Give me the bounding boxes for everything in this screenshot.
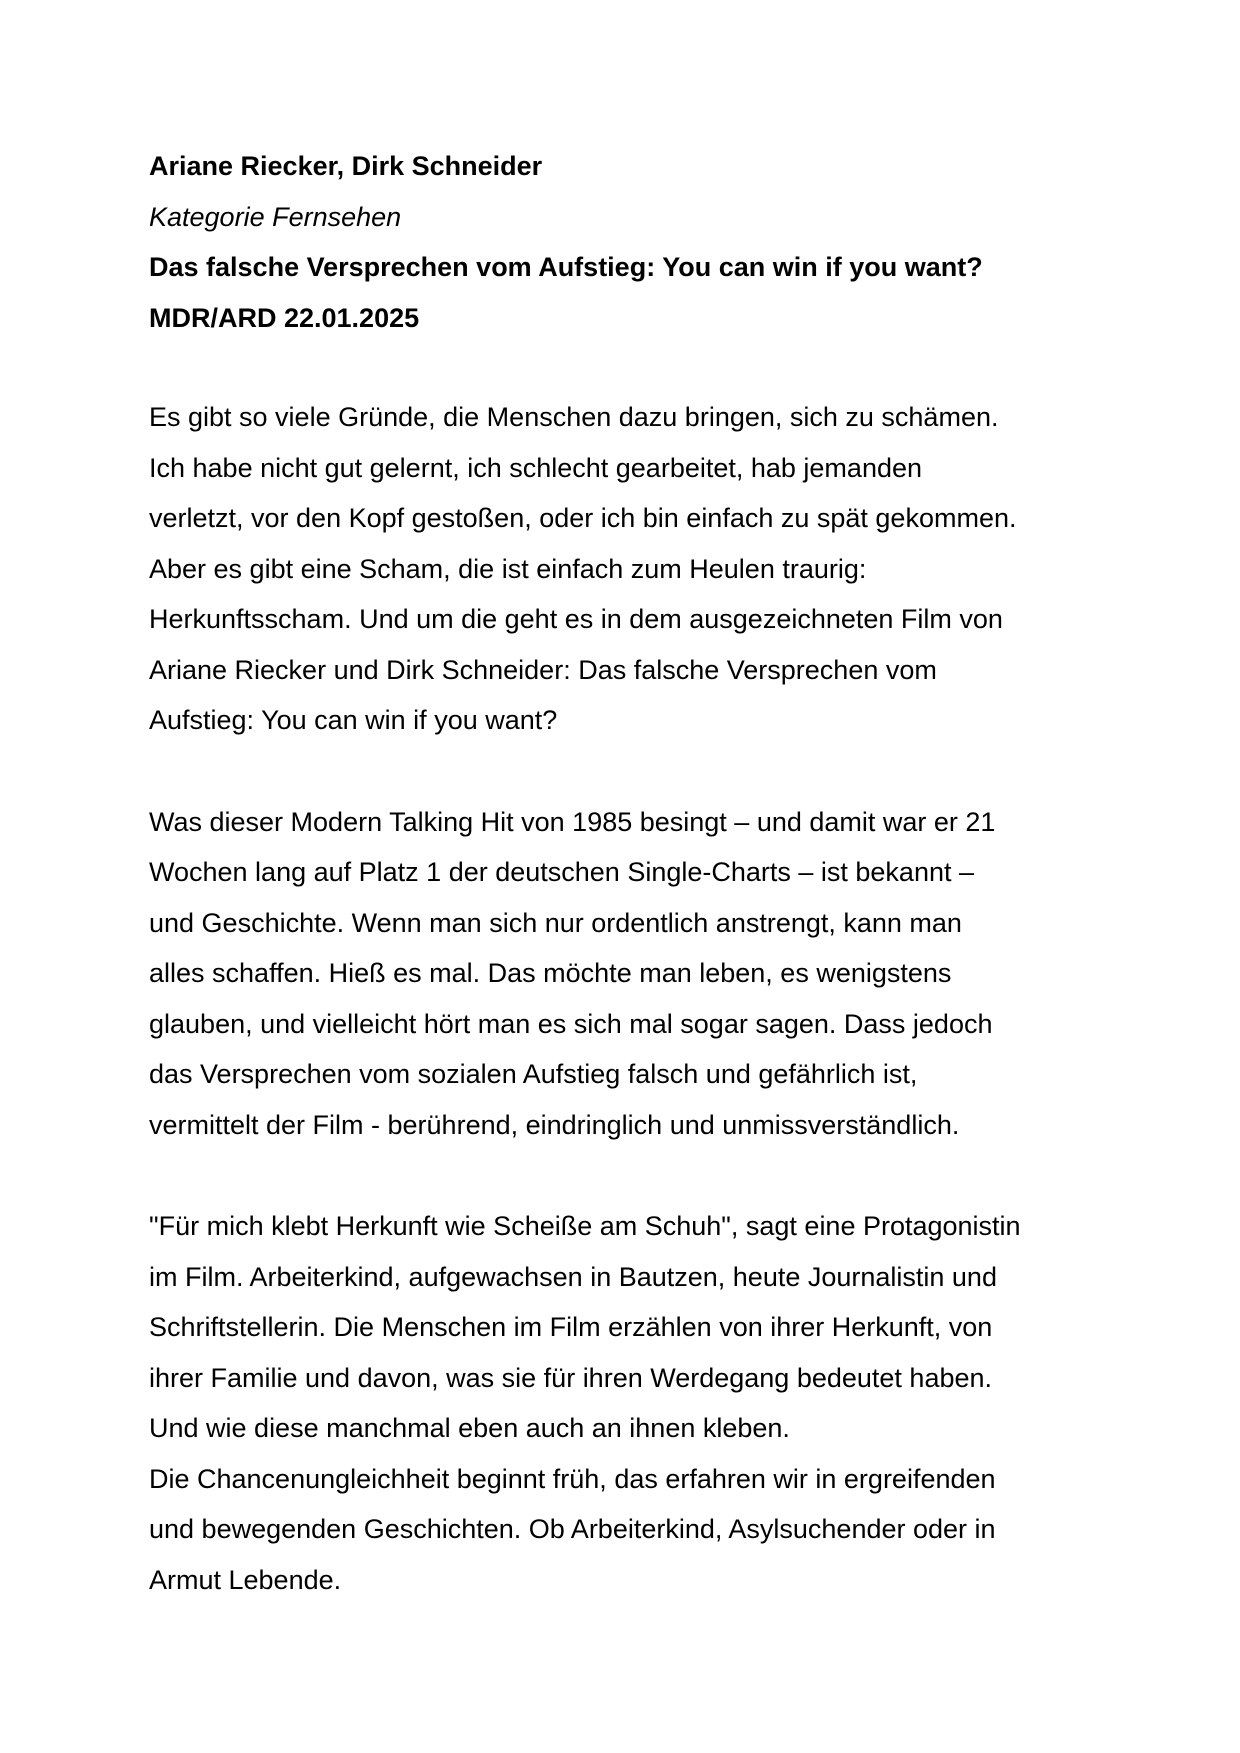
document-title: Das falsche Versprechen vom Aufstieg: You can win if you want? bbox=[149, 252, 983, 282]
paragraph-line: Es gibt so viele Gründe, die Menschen dazu bringen, sich zu schämen. bbox=[149, 402, 999, 432]
paragraph-line: Was dieser Modern Talking Hit von 1985 besingt – und damit war er 21 bbox=[149, 806, 996, 837]
paragraph-line: verletzt, vor den Kopf gestoßen, oder ich bin einfach zu spät gekommen. bbox=[149, 503, 1017, 533]
broadcast-info: MDR/ARD 22.01.2025 bbox=[149, 302, 420, 333]
paragraph-3 bbox=[149, 1201, 1109, 1605]
spacer bbox=[149, 746, 1109, 797]
paragraph-line: im Film. Arbeiterkind, aufgewachsen in Bautzen, heute Journalistin und bbox=[149, 1261, 997, 1292]
authors: Ariane Riecker, Dirk Schneider bbox=[149, 151, 543, 181]
category: Kategorie Fernsehen bbox=[149, 201, 402, 232]
paragraph-line: "Für mich klebt Herkunft wie Scheiße am Schuh", sagt eine Protagonistin bbox=[149, 1211, 1021, 1241]
paragraph-line: glauben, und vielleicht hört man es sich mal sogar sagen. Dass jedoch bbox=[149, 1008, 993, 1039]
paragraph-line: alles schaffen. Hieß es mal. Das möchte man leben, es wenigstens bbox=[149, 958, 952, 988]
paragraph-line: Ariane Riecker und Dirk Schneider: Das falsche Versprechen vom bbox=[149, 654, 937, 685]
paragraph-line: Und wie diese manchmal eben auch an ihnen kleben. bbox=[149, 1413, 790, 1443]
document-header bbox=[149, 141, 1109, 343]
document-body bbox=[149, 141, 1109, 1605]
paragraph-line: Wochen lang auf Platz 1 der deutschen Single-Charts – ist bekannt – bbox=[149, 857, 975, 887]
paragraph-line: Die Chancenungleichheit beginnt früh, das erfahren wir in ergreifenden bbox=[149, 1463, 996, 1494]
paragraph-line: Herkunftsscham. Und um die geht es in dem ausgezeichneten Film von bbox=[149, 604, 1003, 634]
paragraph-line: Ich habe nicht gut gelernt, ich schlecht gearbeitet, hab jemanden bbox=[149, 452, 923, 483]
paragraph-line: Aufstieg: You can win if you want? bbox=[149, 705, 558, 735]
paragraph-line: und Geschichte. Wenn man sich nur ordentlich anstrengt, kann man bbox=[149, 907, 962, 938]
paragraph-line: vermittelt der Film - berührend, eindringlich und unmissverständlich. bbox=[149, 1109, 960, 1140]
paragraph-line: ihrer Familie und davon, was sie für ihren Werdegang bedeutet haben. bbox=[149, 1362, 993, 1393]
paragraph-2 bbox=[149, 797, 1109, 1151]
paragraph-1 bbox=[149, 392, 1109, 746]
paragraph-line: Armut Lebende. bbox=[149, 1564, 342, 1595]
paragraph-line: das Versprechen vom sozialen Aufstieg falsch und gefährlich ist, bbox=[149, 1059, 918, 1089]
spacer bbox=[149, 1150, 1109, 1201]
paragraph-line: und bewegenden Geschichten. Ob Arbeiterkind, Asylsuchender oder in bbox=[149, 1514, 996, 1544]
paragraph-line: Schriftstellerin. Die Menschen im Film erzählen von ihrer Herkunft, von bbox=[149, 1312, 993, 1342]
spacer bbox=[149, 343, 1109, 392]
paragraph-line: Aber es gibt eine Scham, die ist einfach zum Heulen traurig: bbox=[149, 553, 867, 584]
